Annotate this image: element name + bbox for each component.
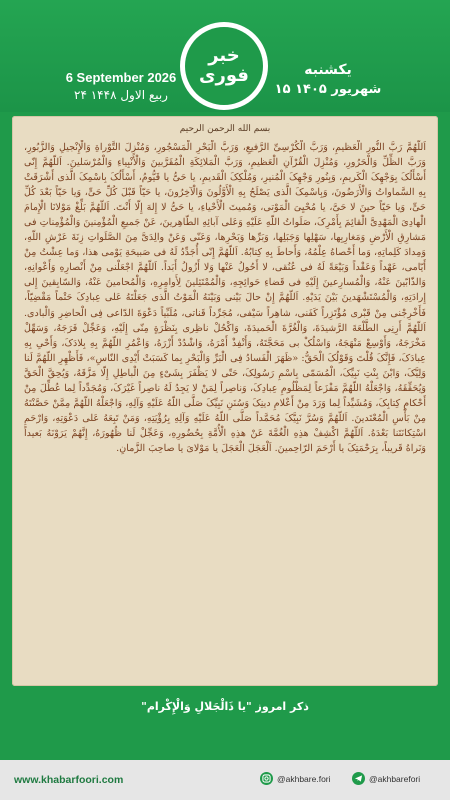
bismillah: بسم الله الرحمن الرحيم [179, 124, 271, 134]
zikr-of-the-day: ذکر امروز "یا ذَالْجَلالِ وَالْإِکْرام" [141, 700, 309, 713]
header [0, 0, 450, 112]
shamsi-date: ۱۵ شهریور ۱۴۰۵ [274, 82, 382, 97]
telegram-icon [352, 772, 365, 785]
gregorian-date: 6 September 2026 [65, 70, 177, 85]
date-block-right [262, 62, 394, 97]
brand-logo[interactable] [180, 22, 268, 110]
instagram-handle: @akhbare.fori [277, 773, 331, 784]
hijri-date: ۲۴ ربیع الاول ۱۴۴۸ [74, 88, 168, 102]
brand-logo-text: خبر فوری [185, 27, 263, 105]
instagram-icon [260, 772, 273, 785]
weekday: یکشنبه [304, 62, 352, 78]
prayer-text: اَللّهُمَّ رَبَّ النُّورِ الْعَظیمِ، وَرَبَّ الْکُرْسِیِّ الرَّفیعِ، وَرَبَّ الْبَحْرِ الْمَسْجُورِ، وَمُنْزِلَ التَّوْراةِ وَالْإِنْجیلِ وَالزَّبُورِ، وَرَبَّ الظِّلِّ وَالْحَرُورِ، وَمُنْزِلَ الْقُرْآنِ الْعَظیمِ، وَرَبَّ الْمَلائِکَةِ الْمُقَرَّبینَ وَالْأَنْبِیاءِ وَالْمُرْسَلینَ. اَللّهُمَّ إِنّی أَسْأَلُکَ بِوَجْهِکَ الْکَریمِ، وَبِنُورِ وَجْهِکَ الْمُنیرِ، وَمُلْکِکَ الْقَدیمِ، یا حَیُّ یا قَیُّومُ، أَسْأَلُکَ بِاسْمِکَ الَّذی أَشْرَقَتْ بِهِ السَّماواتُ وَالْأَرَضُونَ، وَبِاسْمِکَ الَّذی یَصْلَحُ بِهِ الْأَوَّلُونَ وَالْآخِرُونَ، یا حَیّاً قَبْلَ کُلِّ حَیٍّ، وَیا حَیّاً بَعْدَ کُلِّ حَیٍّ، وَیا حَیّاً حینَ لا حَیَّ، یا مُحْیِیَ الْمَوْتی، وَمُمیتَ الْأَحْیاءِ، یا حَیُّ لا إِلهَ إِلّا أَنْتَ. اَللّهُمَّ بَلِّغْ مَوْلانَا الْإِمامَ الْهادِیَ الْمَهْدِیَّ الْقائِمَ بِأَمْرِکَ، صَلَواتُ اللّهِ عَلَیْهِ وَعَلی آبائِهِ الطّاهِرینَ، عَنْ جَمیعِ الْمُؤْمِنینَ وَالْمُؤْمِناتِ فی مَشارِقِ الْأَرْضِ وَمَغارِبِها، سَهْلِها وَجَبَلِها، وَبَرِّها وَبَحْرِها، وَعَنّی وَعَنْ والِدَیَّ مِنَ الصَّلَواتِ زِنَةَ عَرْشِ اللّهِ، وَمِدادَ کَلِماتِهِ، وَما أَحْصاهُ عِلْمُهُ، وَأَحاطَ بِهِ کِتابُهُ. اَللّهُمَّ إِنّی أُجَدِّدُ لَهُ فی صَبیحَةِ یَوْمی هذا، وَما عِشْتُ مِنْ أَیّامی، عَهْداً وَعَقْداً وَبَیْعَةً لَهُ فی عُنُقی، لا أَحُولُ عَنْها وَلا أَزُولُ أَبَداً. اَللّهُمَّ اجْعَلْنی مِنْ أَنْصارِهِ وَأَعْوانِهِ، وَالذّابّینَ عَنْهُ، وَالْمُسارِعینَ إِلَیْهِ فی قَضاءِ حَوائِجِهِ، وَالْمُمْتَثِلینَ لِأَوامِرِهِ، وَالْمُحامینَ عَنْهُ، وَالسّابِقینَ إِلی إِرادَتِهِ، وَالْمُسْتَشْهَدینَ بَیْنَ یَدَیْهِ. اَللّهُمَّ إِنْ حالَ بَیْنی وَبَیْنَهُ الْمَوْتُ الَّذی جَعَلْتَهُ عَلی عِبادِکَ حَتْماً مَقْضِیّاً، فَأَخْرِجْنی مِنْ قَبْری مُؤْتَزِراً کَفَنی، شاهِراً سَیْفی، مُجَرِّداً قَناتی، مُلَبِّیاً دَعْوَةَ الدّاعی فِی الْحاضِرِ وَالْبادی. اَللّهُمَّ أَرِنِی الطَّلْعَةَ الرَّشیدَةَ، وَالْغُرَّةَ الْحَمیدَةَ، وَاکْحُلْ ناظِری بِنَظْرَةٍ مِنّی إِلَیْهِ، وَعَجِّلْ فَرَجَهُ، وَسَهِّلْ مَخْرَجَهُ، وَأَوْسِعْ مَنْهَجَهُ، وَاسْلُکْ بی مَحَجَّتَهُ، وَأَنْفِذْ أَمْرَهُ، وَاشْدُدْ أَزْرَهُ، وَاعْمُرِ اللّهُمَّ بِهِ بِلادَکَ، وَأَحْیِ بِهِ عِبادَکَ، فَإِنَّکَ قُلْتَ وَقَوْلُکَ الْحَقُّ: «ظَهَرَ الْفَسادُ فِی الْبَرِّ وَالْبَحْرِ بِما کَسَبَتْ أَیْدِی النّاسِ»، فَأَظْهِرِ اللّهُمَّ لَنا وَلِیَّکَ، وَابْنَ بِنْتِ نَبِیِّکَ، الْمُسَمّی بِاسْمِ رَسُولِکَ، حَتّی لا یَظْفَرَ بِشَیْءٍ مِنَ الْباطِلِ إِلّا مَزَّقَهُ، وَیُحِقَّ الْحَقَّ وَیُحَقِّقَهُ، وَاجْعَلْهُ اللّهُمَّ مَفْزَعاً لِمَظْلُومِ عِبادِکَ، وَناصِراً لِمَنْ لا یَجِدُ لَهُ ناصِراً غَیْرَکَ، وَمُجَدِّداً لِما عُطِّلَ مِنْ أَحْکامِ کِتابِکَ، وَمُشَیِّداً لِما وَرَدَ مِنْ أَعْلامِ دینِکَ وَسُنَنِ نَبِیِّکَ صَلَّی اللّهُ عَلَیْهِ وَآلِهِ، وَاجْعَلْهُ اللّهُمَّ مِمَّنْ حَصَّنْتَهُ مِنْ بَأْسِ الْمُعْتَدینَ. اَللّهُمَّ وَسُرَّ نَبِیَّکَ مُحَمَّداً صَلَّی اللّهُ عَلَیْهِ وَآلِهِ بِرُؤْیَتِهِ، وَمَنْ تَبِعَهُ عَلی دَعْوَتِهِ، وَارْحَمِ اسْتِکانَتَنا بَعْدَهُ. اَللّهُمَّ اکْشِفْ هذِهِ الْغُمَّةَ عَنْ هذِهِ الْأُمَّةِ بِحُضُورِهِ، وَعَجِّلْ لَنا ظُهُورَهُ، إِنَّهُمْ یَرَوْنَهُ بَعیداً وَنَراهُ قَریباً، بِرَحْمَتِکَ یا أَرْحَمَ الرّاحِمینَ. اَلْعَجَلَ الْعَجَلَ یا مَوْلایَ یا صاحِبَ الزَّمانِ. [24, 142, 426, 454]
telegram-link[interactable] [352, 772, 420, 785]
website-link[interactable]: www.khabarfoori.com [14, 774, 124, 786]
bottom-bar [0, 760, 450, 800]
date-block-left [56, 70, 186, 102]
telegram-handle: @akhbarefori [369, 773, 421, 784]
prayer-card [12, 116, 438, 686]
instagram-link[interactable] [260, 772, 331, 785]
